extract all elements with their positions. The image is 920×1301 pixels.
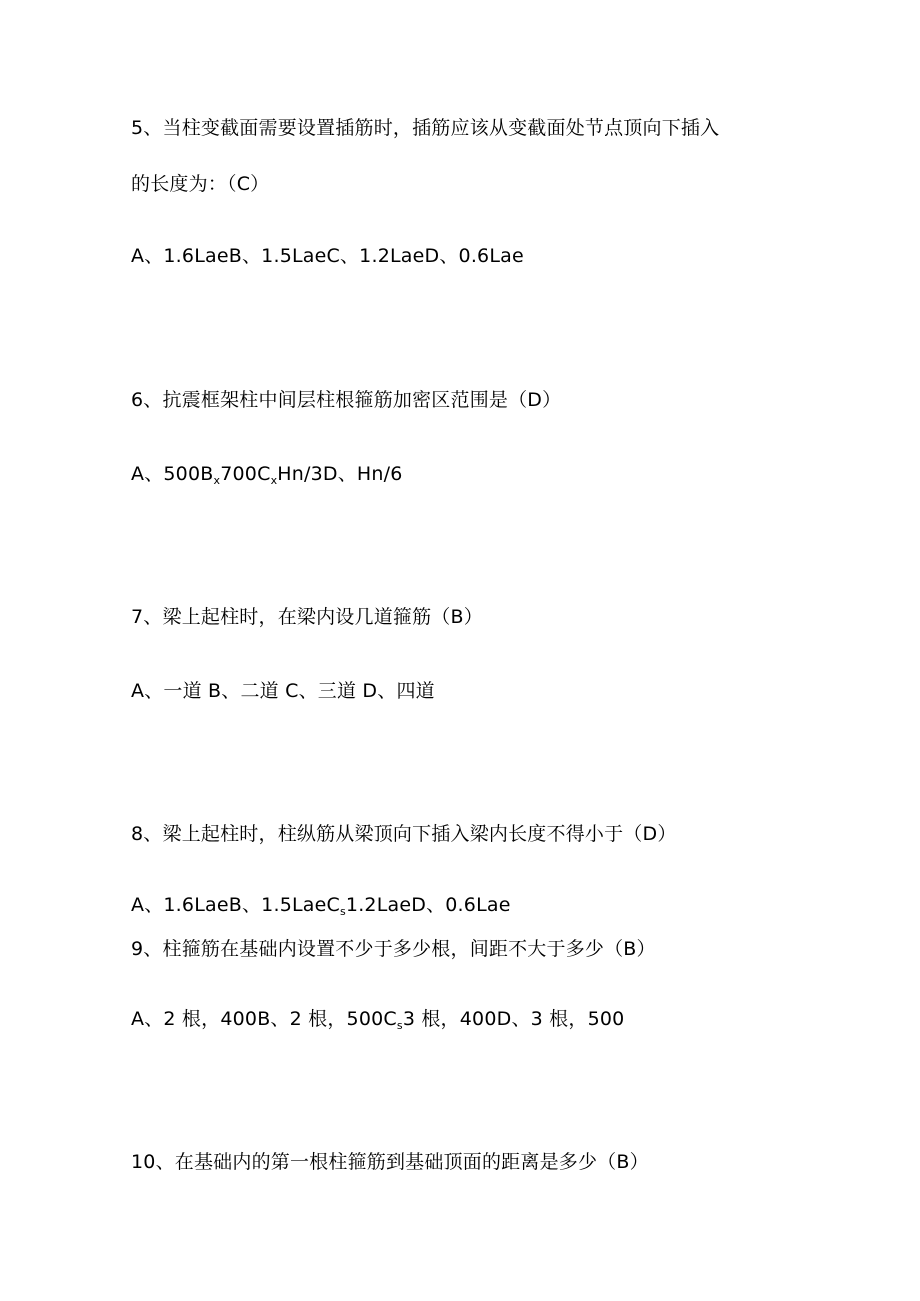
question-6-text: 6、抗震框架柱中间层柱根箍筋加密区范围是（D） — [131, 389, 562, 411]
question-6-options-part3: Hn/3D、Hn/6 — [277, 463, 403, 485]
question-8-options-part2: 1.2LaeD、0.6Lae — [345, 894, 511, 916]
question-6-options-part2: 700C — [220, 463, 271, 485]
question-10-text: 10、在基础内的第一根柱箍筋到基础顶面的距离是多少（B） — [131, 1151, 649, 1173]
question-9-text: 9、柱箍筋在基础内设置不少于多少根，间距不大于多少（B） — [131, 938, 656, 960]
question-5-text-line2: 的长度为：（C） — [131, 173, 270, 195]
question-6-options — [131, 462, 403, 486]
question-9-options-part2: 3 根，400D、3 根，500 — [402, 1008, 625, 1030]
question-8-options-sub: s — [339, 905, 346, 918]
question-5-text-line1: 5、当柱变截面需要设置插筋时，插筋应该从变截面处节点顶向下插入 — [131, 117, 720, 139]
question-5-options: A、1.6LaeB、1.5LaeC、1.2LaeD、0.6Lae — [131, 245, 524, 267]
question-7-text: 7、梁上起柱时，在梁内设几道箍筋（B） — [131, 606, 483, 628]
question-6-options-sub1: x — [213, 474, 221, 487]
question-8-options-part1: A、1.6LaeB、1.5LaeC — [131, 894, 340, 916]
question-9-options-sub: s — [396, 1019, 403, 1032]
question-8-options — [131, 893, 511, 917]
question-6-options-sub2: x — [270, 474, 278, 487]
question-6-options-part1: A、500B — [131, 463, 214, 485]
question-7-options: A、一道 B、二道 C、三道 D、四道 — [131, 680, 435, 702]
question-9-options — [131, 1007, 624, 1031]
question-9-options-part1: A、2 根，400B、2 根，500C — [131, 1008, 397, 1030]
question-8-text: 8、梁上起柱时，柱纵筋从梁顶向下插入梁内长度不得小于（D） — [131, 823, 677, 845]
